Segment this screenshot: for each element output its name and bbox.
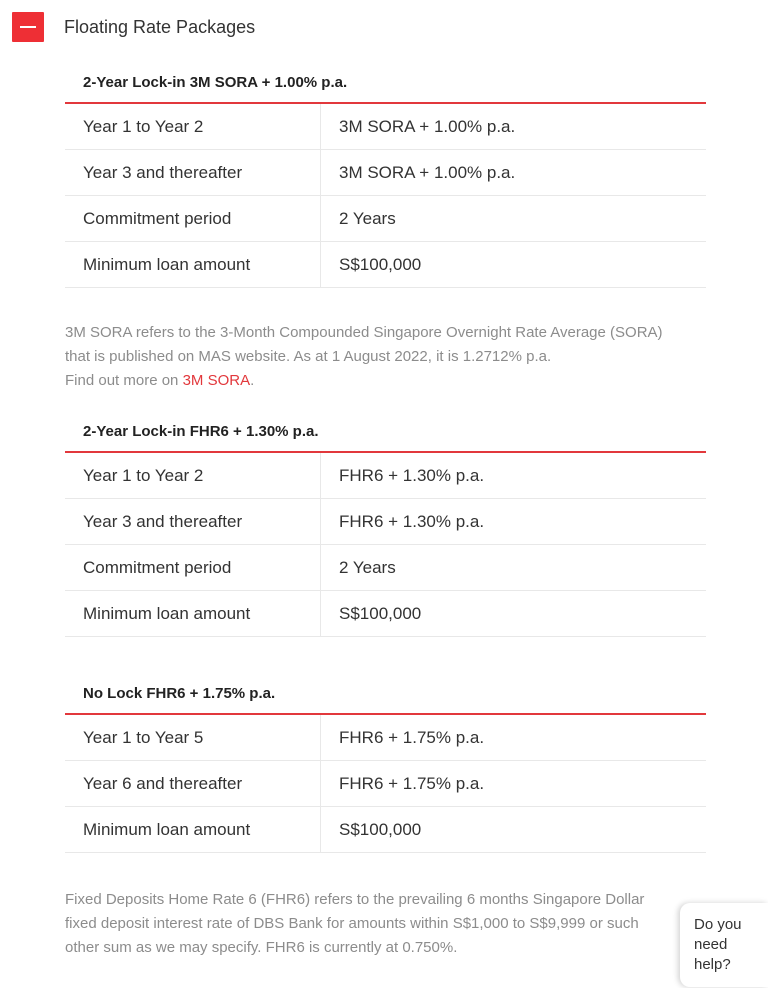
row-label: Minimum loan amount xyxy=(65,807,321,853)
row-value: 2 Years xyxy=(321,545,707,591)
row-label: Year 6 and thereafter xyxy=(65,761,321,807)
row-value: FHR6 + 1.30% p.a. xyxy=(321,499,707,545)
package-header xyxy=(65,683,706,715)
table-row xyxy=(65,807,706,853)
row-value: S$100,000 xyxy=(321,591,707,637)
chat-bubble[interactable]: Do you need help? xyxy=(680,903,768,987)
sora-note-find-more xyxy=(65,369,715,393)
row-label: Minimum loan amount xyxy=(65,591,321,637)
minus-icon xyxy=(20,26,36,28)
collapse-toggle-button[interactable] xyxy=(12,12,44,42)
row-value: FHR6 + 1.75% p.a. xyxy=(321,715,707,761)
package-header xyxy=(65,72,706,104)
fhr6-note xyxy=(65,888,665,960)
find-more-prefix: Find out more on xyxy=(65,372,183,389)
table-row xyxy=(65,761,706,807)
row-value: FHR6 + 1.30% p.a. xyxy=(321,453,707,499)
fhr6-note-line: fixed deposit interest rate of DBS Bank for amounts within S$1,000 to S$9,999 or such xyxy=(65,915,639,932)
package-title: 2-Year Lock-in FHR6 + 1.30% p.a. xyxy=(83,423,319,440)
row-label: Year 1 to Year 2 xyxy=(65,453,321,499)
row-value: 3M SORA + 1.00% p.a. xyxy=(321,150,707,196)
package-sora-100 xyxy=(65,72,706,288)
table-row xyxy=(65,453,706,499)
row-label: Minimum loan amount xyxy=(65,242,321,288)
sora-note-line: that is published on MAS website. As at 1 August 2022, it is 1.2712% p.a. xyxy=(65,348,552,365)
table-row xyxy=(65,545,706,591)
row-value: S$100,000 xyxy=(321,807,707,853)
table-row xyxy=(65,242,706,288)
package-header xyxy=(65,421,706,453)
table-row xyxy=(65,591,706,637)
fhr6-note-line: other sum as we may specify. FHR6 is currently at 0.750%. xyxy=(65,939,458,956)
row-value: S$100,000 xyxy=(321,242,707,288)
table-row xyxy=(65,499,706,545)
sora-note xyxy=(65,321,715,393)
package-fhr6-130 xyxy=(65,421,706,637)
package-table xyxy=(65,104,706,288)
sora-note-line: 3M SORA refers to the 3-Month Compounded Singapore Overnight Rate Average (SORA) xyxy=(65,324,663,341)
row-label: Year 3 and thereafter xyxy=(65,150,321,196)
accordion-title[interactable]: Floating Rate Packages xyxy=(64,17,256,37)
3m-sora-link[interactable]: 3M SORA xyxy=(182,372,251,389)
table-row xyxy=(65,196,706,242)
row-value: 3M SORA + 1.00% p.a. xyxy=(321,104,707,150)
find-more-suffix: . xyxy=(250,372,255,389)
row-label: Commitment period xyxy=(65,545,321,591)
row-value: 2 Years xyxy=(321,196,707,242)
row-value: FHR6 + 1.75% p.a. xyxy=(321,761,707,807)
package-fhr6-175 xyxy=(65,683,706,853)
package-table xyxy=(65,715,706,853)
fhr6-note-line: Fixed Deposits Home Rate 6 (FHR6) refers to the prevailing 6 months Singapore Dollar xyxy=(65,891,645,908)
row-label: Year 1 to Year 2 xyxy=(65,104,321,150)
package-table xyxy=(65,453,706,637)
package-title: 2-Year Lock-in 3M SORA + 1.00% p.a. xyxy=(83,74,348,91)
table-row xyxy=(65,104,706,150)
package-title: No Lock FHR6 + 1.75% p.a. xyxy=(83,685,276,702)
table-row xyxy=(65,150,706,196)
row-label: Commitment period xyxy=(65,196,321,242)
row-label: Year 1 to Year 5 xyxy=(65,715,321,761)
row-label: Year 3 and thereafter xyxy=(65,499,321,545)
table-row xyxy=(65,715,706,761)
